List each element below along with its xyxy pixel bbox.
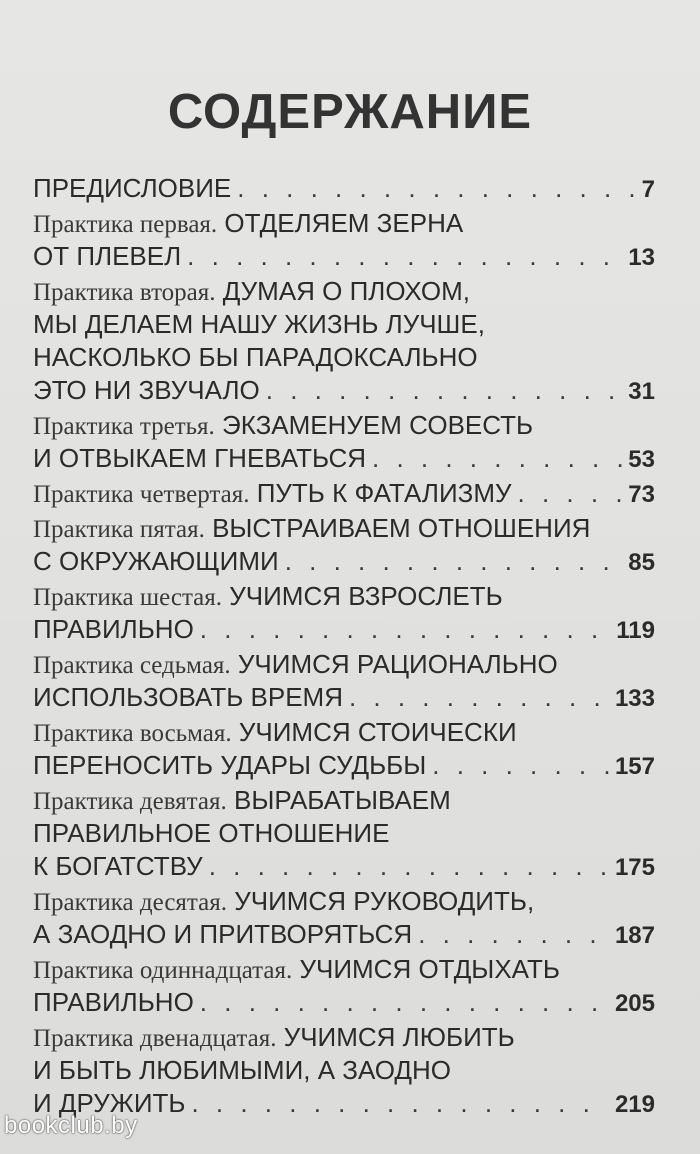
toc-line-text [33,208,463,238]
dot-leader [418,918,609,951]
toc-line [33,1021,655,1054]
toc-entry-prefix: Практика седьмая. [33,652,231,679]
toc-entry-prefix: Практика вторая. [33,279,216,306]
toc-entry [33,885,655,951]
dot-leader [209,850,609,883]
toc-entry-prefix: Практика шестая. [33,584,223,611]
toc-entry [33,648,655,714]
toc-line-text [33,918,412,951]
toc-entry-title: ПРАВИЛЬНО [33,614,194,644]
toc-entry [33,207,655,273]
toc-entry-title: ИСПОЛЬЗОВАТЬ ВРЕМЯ [33,682,343,712]
toc-entry-title: ДУМАЯ О ПЛОХОМ, [222,276,471,306]
dot-leader [237,172,635,205]
toc-entry [33,1021,655,1120]
dot-leader [432,749,609,782]
toc-line-text [33,442,366,475]
toc-page-number: 119 [616,617,655,644]
toc-line [33,953,655,986]
toc-page-number: 205 [614,990,655,1017]
toc-line-text [33,1055,451,1085]
toc-entry-title: ЭТО НИ ЗВУЧАЛО [33,375,260,405]
toc-line-text [33,785,451,815]
toc-entry-title: ПРАВИЛЬНО [33,987,194,1017]
toc-page-number: 73 [628,481,655,508]
toc-entry-title: ВЫСТРАИВАЕМ ОТНОШЕНИЯ [212,513,591,543]
toc-entry-prefix: Практика восьмая. [33,720,232,747]
toc-entry-title: ЭКЗАМЕНУЕМ СОВЕСТЬ [222,410,534,440]
toc-line-text [33,649,558,679]
toc-line-text [33,1022,515,1052]
toc-line [33,477,655,510]
toc-line [33,172,655,205]
toc-page-number: 175 [614,854,655,881]
toc-line-text [33,581,503,611]
dot-leader [372,442,622,475]
toc-entry [33,172,655,205]
toc-entry-title: УЧИМСЯ РАЦИОНАЛЬНО [237,649,558,679]
toc-line-text [33,886,534,916]
toc-line [33,545,655,578]
toc-page-number: 7 [641,176,655,203]
toc-entry-title: А ЗАОДНО И ПРИТВОРЯТЬСЯ [33,919,413,949]
toc-entry-title: И ОТВЫКАЕМ ГНЕВАТЬСЯ [33,443,366,473]
dot-leader [200,613,610,646]
toc-entry-title: НАСКОЛЬКО БЫ ПАРАДОКСАЛЬНО [33,342,478,372]
toc-entry-title: ПРАВИЛЬНОЕ ОТНОШЕНИЕ [33,818,390,848]
toc-entry-title: УЧИМСЯ РУКОВОДИТЬ, [234,886,535,916]
toc-line-text [33,717,517,747]
toc-line-text [33,240,181,273]
toc-line-text [33,477,512,511]
toc-entry-title: ОТДЕЛЯЕМ ЗЕРНА [224,208,464,238]
toc-line-text [33,513,590,543]
toc-line-text [33,545,279,578]
toc-entry [33,716,655,782]
toc-page-number: 219 [614,1091,655,1118]
toc-line [33,1054,655,1087]
toc-line-text [33,850,203,883]
dot-leader [187,240,622,273]
toc-entry [33,477,655,510]
dot-leader [191,1087,609,1120]
toc-line-text [33,818,389,848]
toc-line [33,817,655,850]
dot-leader [285,545,623,578]
toc-entry-title: ПРЕДИСЛОВИЕ [33,173,232,203]
toc-line-text [33,410,533,440]
toc-entry-title: УЧИМСЯ ЛЮБИТЬ [283,1022,515,1052]
toc-line [33,409,655,442]
toc-line [33,850,655,883]
toc-line [33,885,655,918]
toc-entry-title: ВЫРАБАТЫВАЕМ [233,785,451,815]
toc-entry [33,953,655,1019]
toc-entry-title: С ОКРУЖАЮЩИМИ [33,546,279,576]
toc-entry-prefix: Практика первая. [33,211,218,238]
toc-entry-title: МЫ ДЕЛАЕМ НАШУ ЖИЗНЬ ЛУЧШЕ, [33,309,485,339]
toc-entry [33,580,655,646]
dot-leader [349,681,609,714]
toc-line [33,918,655,951]
toc-line [33,207,655,240]
toc-entry-title: К БОГАТСТВУ [33,851,203,881]
toc-line [33,749,655,782]
toc-line [33,648,655,681]
toc-line [33,341,655,374]
toc-line-text [33,954,560,984]
toc-entry-prefix: Практика третья. [33,413,215,440]
toc-line [33,716,655,749]
toc-line [33,240,655,273]
toc-line-text [33,276,470,306]
toc-line [33,681,655,714]
toc-line [33,275,655,308]
toc-entry [33,512,655,578]
toc-line-text [33,172,231,205]
toc-entry-title: УЧИМСЯ ВЗРОСЛЕТЬ [229,581,503,611]
toc-line [33,580,655,613]
toc-line [33,512,655,545]
toc-line [33,308,655,341]
toc-entry-prefix: Практика девятая. [33,788,227,815]
toc-line [33,784,655,817]
toc-entry [33,409,655,475]
toc-line-text [33,681,343,714]
toc-entry-prefix: Практика десятая. [33,889,227,916]
dot-leader [200,986,609,1019]
watermark-text: bookclub.by [4,1112,138,1139]
toc-entry [33,784,655,883]
toc-entry-title: ОТ ПЛЕВЕЛ [33,241,182,271]
toc-entry-title: УЧИМСЯ ОТДЫХАТЬ [299,954,560,984]
toc-line-text [33,309,485,339]
page-title: СОДЕРЖАНИЕ [167,85,533,139]
toc-entry-prefix: Практика четвертая. [33,481,250,508]
toc-line-text [33,374,260,407]
toc-line-text [33,613,194,646]
table-of-contents [33,172,655,1122]
toc-entry-title: ПЕРЕНОСИТЬ УДАРЫ СУДЬБЫ [33,750,427,780]
toc-entry-title: ПУТЬ К ФАТАЛИЗМУ [256,478,512,508]
toc-line [33,613,655,646]
toc-line-text [33,986,194,1019]
toc-line-text [33,342,478,372]
toc-line [33,442,655,475]
toc-page-number: 31 [628,378,655,405]
toc-entry-title: И ДРУЖИТЬ [33,1088,186,1118]
toc-entry-title: УЧИМСЯ СТОИЧЕСКИ [238,717,517,747]
toc-page-number: 133 [614,685,655,712]
toc-line-text [33,749,426,782]
toc-line [33,986,655,1019]
toc-page-number: 187 [614,922,655,949]
toc-entry-title: И БЫТЬ ЛЮБИМЫМИ, А ЗАОДНО [33,1055,452,1085]
toc-page-number: 13 [628,244,655,271]
toc-entry [33,275,655,407]
dot-leader [518,477,623,510]
toc-page-number: 157 [614,753,655,780]
dot-leader [266,374,623,407]
toc-line [33,374,655,407]
toc-entry-prefix: Практика пятая. [33,516,205,543]
toc-page-number: 53 [628,446,655,473]
toc-entry-prefix: Практика одиннадцатая. [33,957,293,984]
toc-page-number: 85 [628,549,655,576]
toc-entry-prefix: Практика двенадцатая. [33,1025,277,1052]
